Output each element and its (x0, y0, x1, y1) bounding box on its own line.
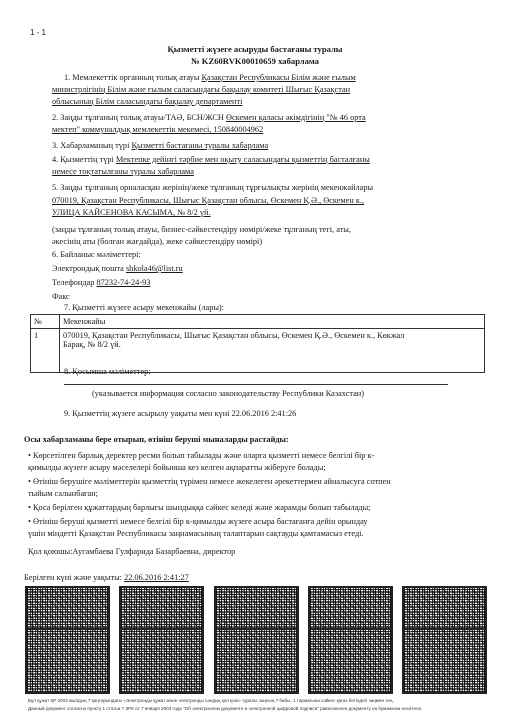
item1-value-a: Қазақстан Республикасы Білім және ғылым (201, 73, 356, 82)
qr-code-icon (119, 628, 204, 694)
item5-label: 5. Заңды тұлғаның орналасқан жерінің/жеке тұлғаның тұрғылықты жерінің мекенжайлары (52, 183, 374, 192)
bullet-1a: • Көрсетілген барлық деректер ресми болып табылады және оларға қызметті немесе белгілі бір к- (28, 451, 375, 460)
email-value[interactable]: shkola46@list.ru (125, 264, 183, 273)
row-address-a: 070019, Қазақстан Республикасы, Шығыс Қазақстан облысы, Өскемен Қ.Ә., Өскемен к., Көкжал (63, 331, 405, 340)
item3-line (52, 140, 268, 151)
qr-row-2 (25, 628, 487, 694)
item9-label: 9. Қызметтің жүзеге асырылу уақыты мен күні (64, 409, 230, 418)
page-number: 1 - 1 (30, 28, 47, 37)
col-num-header: № (31, 315, 60, 329)
document-title: Қызметті жүзеге асыруды бастағаны туралы (167, 44, 343, 54)
document-number: № KZ60RVK00010659 хабарлама (191, 56, 319, 66)
item8-note: (указывается информация согласно законодательству Республики Казахстан) (92, 389, 365, 398)
item5-value-a: 070019, Қазақстан Республикасы, Шығыс Қазақстан облысы, Өскемен Қ.Ә., Өскемен к., (52, 196, 365, 205)
issued-value: 22.06.2016 2:41:27 (124, 573, 189, 582)
item2-line (52, 112, 366, 123)
footer-legal-kz: Бұл құжат ҚР 2003 жылдың 7 қаңтарындағы «Электронды құжат және электронды сандық қол қою» туралы заңның 7 бабы, 1 тармағына сәйкес қағаз бетіндегі заңмен тең. (28, 698, 394, 703)
qr-code-icon (308, 628, 393, 694)
bullet-3: • Қоса берілген құжаттардың барлығы шындыққа сәйкес келеді және жарамды болып табылады; (28, 503, 371, 512)
row-num: 1 (31, 329, 60, 373)
issued-line (24, 572, 189, 583)
signer: Қол қоюшы:Аугамбаева Гулфарида Базарбаевна, директор (28, 547, 236, 556)
item1-label: 1. Мемлекеттік органның толық атауы (64, 73, 200, 82)
item2-value-a: Өскемен қаласы әкімдігінің "№ 46 орта (226, 113, 366, 122)
issued-label: Берілген күні және уақыты: (24, 573, 122, 582)
item2-label: 2. Заңды тұлғаның толық атауы/ТАӘ, БСН/ЖСН (52, 113, 224, 122)
item1-value-c: облысының Білім саласындағы бақылау департаменті (52, 97, 243, 106)
item4-label: 4. Қызметтің түрі (52, 155, 114, 164)
item5-note-a: (заңды тұлғаның толық атауы, бизнес-сәйкестендіру нөмірі/жеке тұлғаның тегі, аты, (52, 225, 351, 234)
item6-label: 6. Байланыс мәліметтері: (52, 250, 141, 259)
qr-code-icon (402, 628, 487, 694)
phone-value: 87232-74-24-93 (96, 278, 151, 287)
item3-value: Қызметті бастағаны туралы хабарлама (131, 141, 269, 150)
row-address-b: Барақ, № 8/2 үй. (63, 340, 121, 349)
confirm-heading: Осы хабарламаны бере отырып, өтініш беруші мыналарды растайды: (24, 435, 289, 444)
item4-line (52, 154, 370, 165)
phone-label: Телефондар (52, 278, 95, 287)
phone-line (52, 277, 150, 288)
bullet-2b: тыйым салынбаған; (28, 489, 98, 498)
footer-legal-ru: Данный документ согласно пункту 1 статьи 7 ЗРК от 7 января 2003 года "Об электронном документе и электронной цифровой подписи" равнозначен документу на бумажном носителе. (28, 706, 423, 711)
item1-value-b: министрлігінің Білім және ғылым саласындағы бақылау комитеті Шығыс Қазақстан (52, 85, 351, 94)
bullet-1b: қимылды жүзеге асыру мәселелері бойынша кез келген ақпаратты жіберуге болады; (28, 463, 326, 472)
item5-value-b: УЛИЦА КАЙСЕНОВА КАСЫМА, № 8/2 үй. (52, 208, 211, 217)
item3-label: 3. Хабарламаның түрі (52, 141, 130, 150)
email-label: Электрондық пошта (52, 264, 124, 273)
item9-line (64, 408, 296, 419)
item9-value: 22.06.2016 2:41:26 (231, 409, 297, 418)
item4-value-a: Мектепке дейінгі тәрбие мен оқыту саласындағы қызметтің басталғаны (115, 155, 370, 164)
item8-label: 8. Қосымша мәліметтер: (64, 367, 151, 376)
bullet-4a: • Өтініш беруші қызметті немесе белгілі бір к-қимылды жүзеге асыра бастағанға дейін орындау (28, 517, 368, 526)
fax-label: Факс (52, 292, 70, 301)
bullet-2a: • Өтініш берушіге мәліметтерін қызметтің түрімен немесе жекелеген әрекеттермен айналысуға сотпен (28, 477, 391, 486)
email-line (52, 263, 183, 274)
item1-line (64, 72, 356, 83)
bullet-4b: үшін міндетті Қазақстан Республикасы заңнамасының талаптарын сақтауды қамтамасыз етеді. (28, 529, 364, 538)
item2-value-b: мектеп" коммуналдық мемлекеттік мекемесі, 150840004962 (52, 125, 264, 134)
col-addr-header: Мекенжайы (60, 315, 485, 329)
item7-label: 7. Қызметті жүзеге асыру мекенжайы (лары): (64, 303, 224, 312)
item8-divider (64, 384, 448, 385)
item5-note-b: әкесінің аты (болған жағдайда), жеке сәйкестендіру нөмірі) (52, 237, 263, 246)
address-table-header (31, 315, 485, 329)
qr-code-icon (214, 628, 299, 694)
qr-code-icon (25, 628, 110, 694)
item4-value-b: немесе тоқтатылғаны туралы хабарлама (52, 167, 194, 176)
address-table (30, 314, 485, 373)
